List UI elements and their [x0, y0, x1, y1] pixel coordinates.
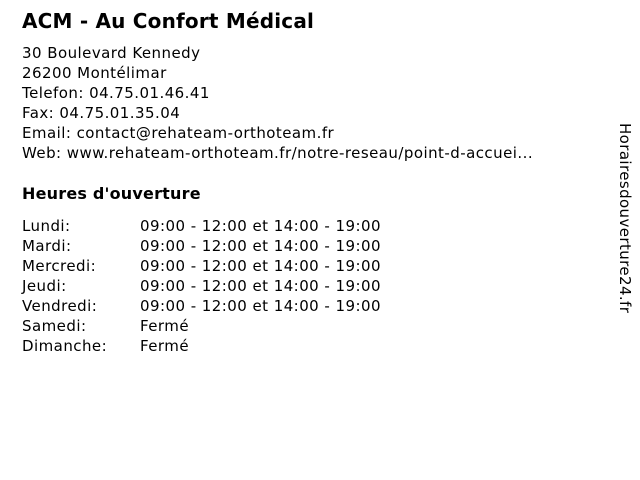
times-value: Fermé	[140, 317, 190, 335]
email-line: Email: contact@rehateam-orthoteam.fr	[22, 124, 335, 142]
hours-heading: Heures d'ouverture	[22, 184, 201, 203]
times-value: 09:00 - 12:00 et 14:00 - 19:00	[140, 277, 381, 295]
table-row-monday	[22, 216, 640, 236]
business-title: ACM - Au Confort Médical	[22, 9, 315, 33]
day-label: Samedi:	[22, 317, 87, 335]
site-watermark: Horairesdouverture24.fr	[616, 123, 634, 314]
times-value: 09:00 - 12:00 et 14:00 - 19:00	[140, 217, 381, 235]
day-label: Dimanche:	[22, 337, 108, 355]
hours-table	[22, 216, 640, 356]
times-value: 09:00 - 12:00 et 14:00 - 19:00	[140, 297, 381, 315]
times-value: 09:00 - 12:00 et 14:00 - 19:00	[140, 237, 381, 255]
phone-line: Telefon: 04.75.01.46.41	[22, 84, 210, 102]
fax-line: Fax: 04.75.01.35.04	[22, 104, 181, 122]
table-row-friday	[22, 296, 640, 316]
table-row-saturday	[22, 316, 640, 336]
times-value: 09:00 - 12:00 et 14:00 - 19:00	[140, 257, 381, 275]
table-row-tuesday	[22, 236, 640, 256]
web-line: Web: www.rehateam-orthoteam.fr/notre-reseau/point-d-accuei...	[22, 144, 534, 162]
day-label: Vendredi:	[22, 297, 98, 315]
table-row-wednesday	[22, 256, 640, 276]
table-row-thursday	[22, 276, 640, 296]
times-value: Fermé	[140, 337, 190, 355]
day-label: Jeudi:	[22, 277, 67, 295]
day-label: Mercredi:	[22, 257, 97, 275]
day-label: Mardi:	[22, 237, 72, 255]
address-line-1: 30 Boulevard Kennedy	[22, 44, 201, 62]
address-line-2: 26200 Montélimar	[22, 64, 167, 82]
table-row-sunday	[22, 336, 640, 356]
day-label: Lundi:	[22, 217, 71, 235]
contact-block	[22, 43, 640, 163]
